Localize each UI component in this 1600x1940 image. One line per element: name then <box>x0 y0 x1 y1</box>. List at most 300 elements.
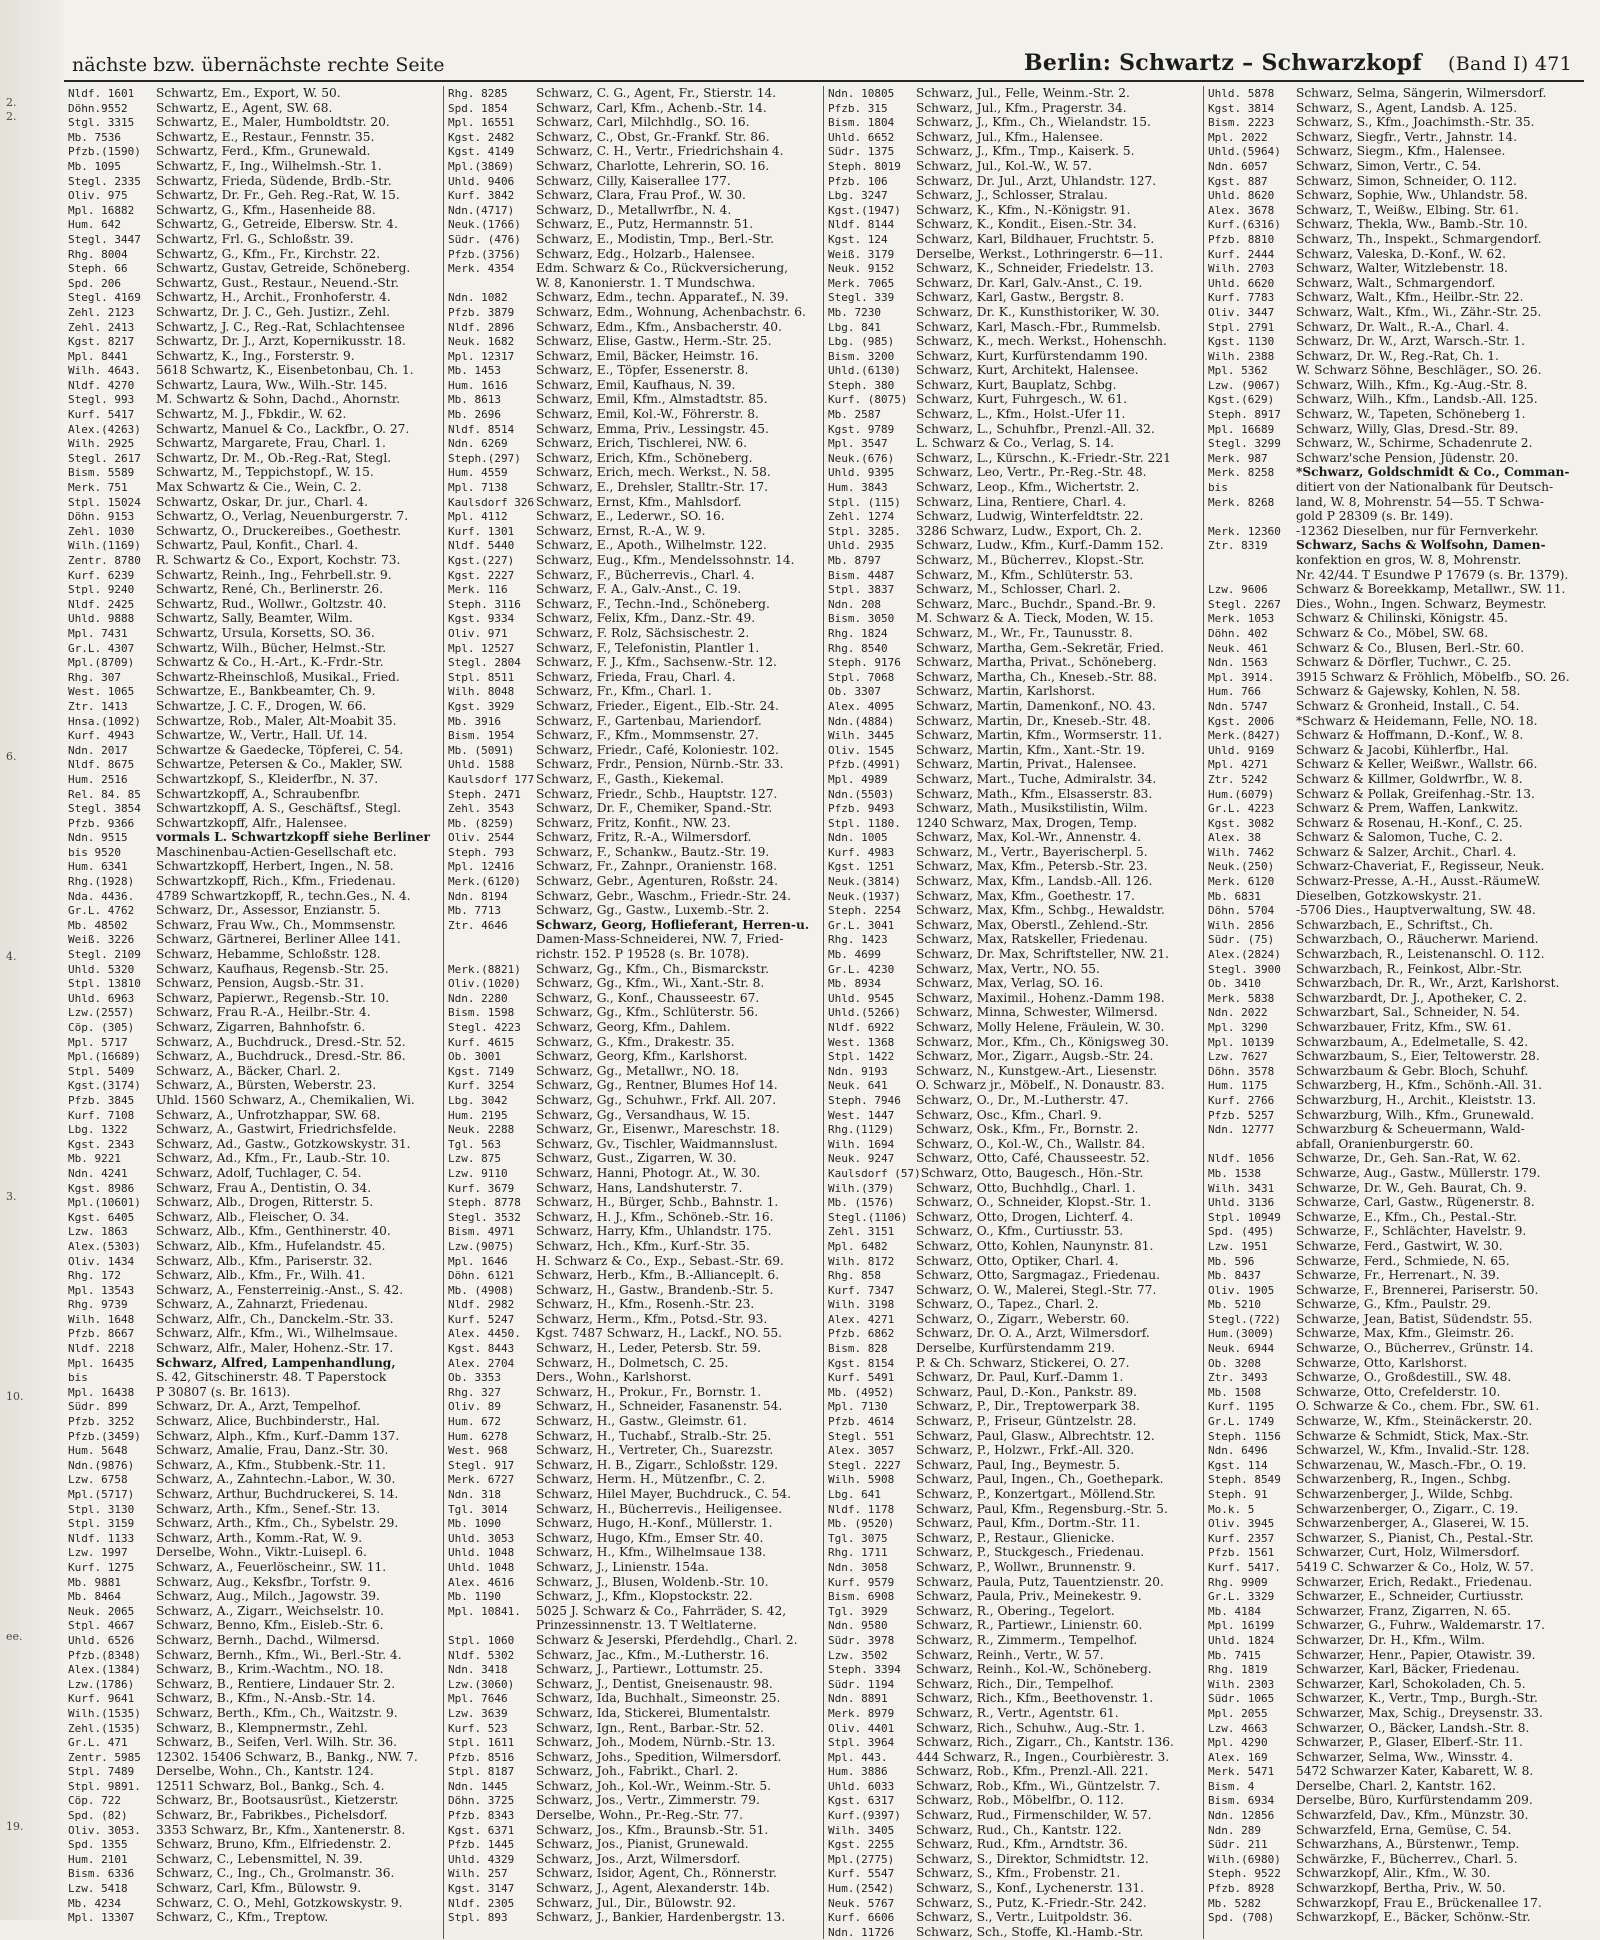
directory-entry <box>828 787 1197 802</box>
entry-text: Schwarz, Mart., Tuche, Admiralstr. 34. <box>916 771 1157 786</box>
phone-code: Rhg. 1711 <box>828 1546 888 1560</box>
entry-text: Schwarz, Georg, Hoflieferant, Herren-u. <box>536 917 810 932</box>
directory-entry <box>1208 217 1578 232</box>
entry-text: Schwartze, J. C. F., Drogen, W. 66. <box>156 698 367 713</box>
directory-entry <box>448 1472 817 1487</box>
directory-entry <box>448 232 817 247</box>
phone-code: Neuk. 9152 <box>828 262 895 276</box>
phone-code: Weiß. 3226 <box>68 933 135 947</box>
entry-text: Schwarz, O., Kfm., Curtiusstr. 53. <box>916 1224 1124 1239</box>
entry-text: Schwarz, Ernst, Kfm., Mahlsdorf. <box>536 494 742 509</box>
phone-code: Kurf. 3254 <box>448 1079 515 1093</box>
phone-code: Lzw. 4663 <box>1208 1721 1268 1735</box>
phone-code: Mb. 5210 <box>1208 1298 1261 1312</box>
directory-entry <box>448 1808 817 1823</box>
entry-text: Schwarz, B., Rentiere, Lindauer Str. 2. <box>156 1676 396 1691</box>
directory-entry <box>448 320 817 335</box>
entry-text: Schwarz, Alb., Fleischer, O. 34. <box>156 1209 350 1224</box>
phone-code: Döhn. 9153 <box>68 510 135 524</box>
directory-entry <box>828 305 1197 320</box>
phone-code: Mpl. 16435 <box>68 1356 135 1370</box>
entry-text: Schwarz, Herm., Kfm., Potsd.-Str. 93. <box>536 1311 768 1326</box>
entry-text: Schwarz, Gv., Tischler, Waidmannslust. <box>536 1136 778 1151</box>
phone-code: Stpl. 9891. <box>68 1779 141 1793</box>
phone-code: Kgst. 6405 <box>68 1210 135 1224</box>
directory-entry <box>828 495 1197 510</box>
phone-code: Wilh. 8172 <box>828 1254 895 1268</box>
phone-code: Stegl. 2109 <box>68 948 141 962</box>
entry-text: Schwarz, J., Agent, Alexanderstr. 14b. <box>536 1881 770 1896</box>
directory-entry <box>448 641 817 656</box>
entry-text: Schwarz & Killmer, Goldwrfbr., W. 8. <box>1296 771 1523 786</box>
phone-code: Stpl. 13810 <box>68 977 141 991</box>
entry-text: Schwarz, Emil, Kfm., Almstadtstr. 85. <box>536 392 768 407</box>
phone-code: Merk. 7065 <box>828 276 895 290</box>
phone-code: Nldf. 2896 <box>448 320 515 334</box>
phone-code: Kgst. 8443 <box>448 1342 515 1356</box>
phone-code: Alex. 4616 <box>448 1575 515 1589</box>
entry-text: Schwarz, Simon, Vertr., C. 54. <box>1296 158 1482 173</box>
directory-entry <box>448 1064 817 1079</box>
directory-entry <box>828 349 1197 364</box>
entry-text: Schwarz, F., Gartenbau, Mariendorf. <box>536 713 762 728</box>
entry-text: Schwarze, Ferd., Gastwirt, W. 30. <box>1296 1238 1503 1253</box>
entry-text: Schwarz, Paul, D.-Kon., Pankstr. 89. <box>916 1384 1137 1399</box>
directory-entry <box>448 465 817 480</box>
entry-text: Schwarz, Dr., Assessor, Enzianstr. 5. <box>156 903 381 918</box>
directory-entry <box>68 932 437 947</box>
directory-entry <box>1208 1429 1578 1444</box>
entry-text: Schwartz, Gustav, Getreide, Schöneberg. <box>156 261 411 276</box>
entry-text: Schwarz, Max, Kfm., Landsb.-All. 126. <box>916 874 1153 889</box>
phone-code: Mpl. 4271 <box>1208 758 1268 772</box>
phone-code: Gr.L. 1749 <box>1208 1415 1275 1429</box>
phone-code: Mpl. 7138 <box>448 481 508 495</box>
entry-text: Schwarz, Leop., Kfm., Wichertstr. 2. <box>916 480 1140 495</box>
entry-text: Schwarzburg & Scheuermann, Wald- <box>1296 1122 1525 1137</box>
directory-entry <box>1208 86 1578 101</box>
entry-text: Schwarz, Felix, Kfm., Danz.-Str. 49. <box>536 611 756 626</box>
entry-text: Schwarz, Walt., Kfm., Wi., Zähr.-Str. 25. <box>1296 304 1542 319</box>
phone-code: Mb. 7230 <box>828 305 881 319</box>
phone-code: Nldf. 1601 <box>68 87 135 100</box>
phone-code: Uhld. 6526 <box>68 1633 135 1647</box>
phone-code: Zehl. 2413 <box>68 320 135 334</box>
directory-entry <box>828 611 1197 626</box>
phone-code: Rhg. 858 <box>828 1269 881 1283</box>
entry-text: Schwarz, Kurt, Bauplatz, Schbg. <box>916 377 1117 392</box>
entry-text: Schwarz, H. J., Kfm., Schöneb.-Str. 16. <box>536 1209 774 1224</box>
entry-text: Schwarz, P., Restaur., Glienicke. <box>916 1530 1115 1545</box>
directory-entry <box>448 188 817 203</box>
directory-entry <box>1208 889 1578 904</box>
phone-code: Rhg. 1819 <box>1208 1663 1268 1677</box>
entry-text: Schwarz, Gg., Rentner, Blumes Hof 14. <box>536 1078 778 1093</box>
phone-code: Steph. 8778 <box>448 1196 521 1210</box>
phone-code: Oliv. 3053. <box>68 1823 141 1837</box>
entry-text: Schwarz, Br., Bootsausrüst., Kietzerstr. <box>156 1793 399 1808</box>
directory-entry <box>68 1210 437 1225</box>
directory-entry <box>68 1254 437 1269</box>
phone-code: Gr.L. 3041 <box>828 918 895 932</box>
directory-entry <box>828 1881 1197 1896</box>
directory-entry <box>828 1721 1197 1736</box>
directory-entry <box>68 626 437 641</box>
phone-code: Neuk. 641 <box>828 1079 888 1093</box>
phone-code: Stpl. 3964 <box>828 1736 895 1750</box>
phone-code: Kurf. 1195 <box>1208 1400 1275 1414</box>
entry-text: Schwarz, Ida, Buchhalt., Simeonstr. 25. <box>536 1691 781 1706</box>
entry-text: Schwartz, Reinh., Ing., Fehrbell.str. 9. <box>156 567 392 582</box>
entry-text: Schwarz, Gg., Schuhwr., Frkf. All. 207. <box>536 1092 777 1107</box>
phone-code: Mo.k. 5 <box>1208 1502 1255 1516</box>
entry-text: Schwarzburg, H., Archit., Kleiststr. 13. <box>1296 1092 1536 1107</box>
directory-entry <box>1208 1793 1578 1808</box>
entry-text: Schwarz & Salzer, Archit., Charl. 4. <box>1296 844 1517 859</box>
phone-code: Lzw. 1997 <box>68 1546 128 1560</box>
entry-text: Schwartze & Gaedecke, Töpferei, C. 54. <box>156 742 404 757</box>
directory-entry <box>68 743 437 758</box>
directory-entry <box>828 480 1197 495</box>
phone-code: Oliv. 3945 <box>1208 1517 1275 1531</box>
phone-code: Steph. 380 <box>828 378 895 392</box>
phone-code: Mb. 9881 <box>68 1575 121 1589</box>
directory-entry <box>68 772 437 787</box>
entry-text: Schwarz, F., Gasth., Kiekemal. <box>536 771 724 786</box>
phone-code: Mb. 7536 <box>68 130 121 144</box>
directory-entry <box>1208 407 1578 422</box>
directory-entry <box>828 1560 1197 1575</box>
directory-entry <box>1208 1779 1578 1794</box>
entry-text: Schwarz, Walter, Witzlebenstr. 18. <box>1296 261 1508 276</box>
directory-entry <box>828 1151 1197 1166</box>
entry-text: Schwartz, Gust., Restaur., Neuend.-Str. <box>156 275 399 290</box>
entry-text: 5419 C. Schwarzer & Co., Holz, W. 57. <box>1296 1559 1534 1574</box>
directory-entry <box>1208 1210 1578 1225</box>
directory-entry <box>1208 1356 1578 1371</box>
phone-code: Mb. 1508 <box>1208 1385 1261 1399</box>
directory-entry <box>1208 1399 1578 1414</box>
directory-entry <box>448 436 817 451</box>
directory-entry <box>68 1764 437 1779</box>
phone-code: Hum. 4559 <box>448 466 508 480</box>
entry-text: Schwarz, Benno, Kfm., Eisleb.-Str. 6. <box>156 1618 384 1633</box>
entry-text: Schwarzkopf, Alir., Kfm., W. 30. <box>1296 1866 1491 1881</box>
entry-text: Schwarz, Jos., Pianist, Grunewald. <box>536 1837 749 1852</box>
directory-entry <box>68 568 437 583</box>
phone-code: Spd. 1854 <box>448 101 508 115</box>
entry-text: 5618 Schwartz, K., Eisenbetonbau, Ch. 1. <box>156 363 414 378</box>
entry-text: Schwarz & Gronheid, Install., C. 54. <box>1296 698 1520 713</box>
directory-entry <box>1208 728 1578 743</box>
entry-text: Derselbe, Wohn., Ch., Kantstr. 124. <box>156 1764 374 1779</box>
phone-code: Ztr. 4646 <box>448 918 508 932</box>
entry-text: Schwarz & Dörfler, Tuchwr., C. 25. <box>1296 655 1512 670</box>
phone-code: Zehl.(1535) <box>68 1721 141 1735</box>
margin-mark: 2. <box>6 96 17 109</box>
entry-text: Schwarz, Amalie, Frau, Danz.-Str. 30. <box>156 1443 389 1458</box>
entry-text: M. Schwartz & Sohn, Dachd., Ahornstr. <box>156 392 401 407</box>
phone-code: Südr. 211 <box>1208 1838 1268 1852</box>
directory-entry <box>68 247 437 262</box>
phone-code: Uhld. 2935 <box>828 539 895 553</box>
entry-text: Schwarz, Otto, Baugesch., Hön.-Str. <box>920 1165 1144 1180</box>
directory-entry <box>68 392 437 407</box>
directory-entry <box>68 1589 437 1604</box>
directory-column-3 <box>824 86 1204 1939</box>
phone-code: Tgl. 563 <box>448 1137 501 1151</box>
phone-code: Gr.L. 4223 <box>1208 802 1275 816</box>
phone-code: Wilh. 3198 <box>828 1298 895 1312</box>
directory-entry <box>1208 1691 1578 1706</box>
phone-code: Pfzb. 3879 <box>448 305 515 319</box>
entry-text: Schwarz, E., Drehsler, Stalltr.-Str. 17. <box>536 480 769 495</box>
entry-text: Schwarz, Alb., Kfm., Genthinerstr. 40. <box>156 1224 391 1239</box>
entry-text: Schwarz, R., Obering., Tegelort. <box>916 1603 1115 1618</box>
entry-text: Schwarzer, G., Fuhrw., Waldemarstr. 17. <box>1296 1618 1545 1633</box>
entry-text: Schwarze & Schmidt, Stick, Max.-Str. <box>1296 1428 1530 1443</box>
phone-code: Uhld. 1824 <box>1208 1633 1275 1647</box>
phone-code: Hum. 642 <box>68 218 121 232</box>
phone-code: Stegl.(722) <box>1208 1312 1281 1326</box>
directory-entry <box>448 1108 817 1123</box>
entry-text: Schwarz, Edg., Holzarb., Halensee. <box>536 246 756 261</box>
entry-text: Schwarzkopf, E., Bäcker, Schönw.-Str. <box>1296 1910 1531 1925</box>
phone-code: Kurf. 2357 <box>1208 1531 1275 1545</box>
entry-text: Schwarz, Friedr., Schb., Hauptstr. 127. <box>536 786 778 801</box>
entry-text: Schwarz, H., Kfm., Wilhelmsaue 138. <box>536 1545 766 1560</box>
directory-entry <box>828 641 1197 656</box>
phone-code: Stegl. 917 <box>448 1458 515 1472</box>
directory-entry <box>1208 101 1578 116</box>
entry-text: Schwarz, C. O., Mehl, Gotzkowskystr. 9. <box>156 1895 403 1910</box>
directory-entry <box>448 1589 817 1604</box>
entry-text: -5706 Dies., Hauptverwaltung, SW. 48. <box>1296 903 1536 918</box>
phone-code: Stegl. 339 <box>828 291 895 305</box>
entry-text: Schwarz, Alb., Drogen, Ritterstr. 5. <box>156 1195 374 1210</box>
directory-entry <box>448 1326 817 1341</box>
phone-code: Merk.(8821) <box>448 962 521 976</box>
directory-entry <box>448 290 817 305</box>
directory-entry <box>448 1823 817 1838</box>
entry-text: Schwarz'sche Pension, Jüdenstr. 20. <box>1296 450 1519 465</box>
entry-text: Schwarz, Karl, Gastw., Bergstr. 8. <box>916 290 1125 305</box>
entry-text: Schwarz, D., Metallwrfbr., N. 4. <box>536 202 732 217</box>
entry-text: Schwarz, R., Zimmerm., Tempelhof. <box>916 1632 1138 1647</box>
entry-text: Schwarz, Clara, Frau Prof., W. 30. <box>536 188 746 203</box>
directory-entry <box>1208 1181 1578 1196</box>
phone-code: Mpl. 443. <box>828 1750 888 1764</box>
phone-code: Nldf. 4270 <box>68 378 135 392</box>
directory-entry <box>448 101 817 116</box>
directory-entry <box>1208 1502 1578 1517</box>
phone-code: Pfzb. 8343 <box>448 1809 515 1823</box>
entry-text: Schwarz, E., Modistin, Tmp., Berl.-Str. <box>536 231 775 246</box>
phone-code: Bism. 1804 <box>828 116 895 130</box>
phone-code: Stgl. 3315 <box>68 116 135 130</box>
directory-entry <box>1208 1910 1578 1925</box>
phone-code: Nldf. 2982 <box>448 1298 515 1312</box>
directory-entry <box>68 1020 437 1035</box>
phone-code: Alex. 4450. <box>448 1327 521 1341</box>
phone-code: Kgst. 2482 <box>448 130 515 144</box>
phone-code: Nldf. 5302 <box>448 1648 515 1662</box>
directory-entry <box>828 874 1197 889</box>
directory-entry <box>448 772 817 787</box>
directory-entry <box>828 947 1197 962</box>
directory-entry <box>68 290 437 305</box>
directory-entry <box>828 655 1197 670</box>
phone-code: Lbg. (985) <box>828 335 895 349</box>
entry-text: Schwartz, M. J., Fbkdir., W. 62. <box>156 407 347 422</box>
directory-entry <box>1208 480 1578 495</box>
directory-entry <box>1208 1078 1578 1093</box>
entry-text: Schwarze, G., Kfm., Paulstr. 29. <box>1296 1297 1492 1312</box>
directory-entry <box>448 611 817 626</box>
phone-code: Neuk. 1682 <box>448 335 515 349</box>
phone-code: Südr. 1194 <box>828 1677 895 1691</box>
phone-code: Mb. (4952) <box>828 1385 895 1399</box>
phone-code: Uhld. 5878 <box>1208 87 1275 100</box>
phone-code: Stpl. 5409 <box>68 1064 135 1078</box>
directory-entry <box>828 1224 1197 1239</box>
phone-code: Tgl. 3929 <box>828 1604 888 1618</box>
directory-entry <box>828 1312 1197 1327</box>
directory-entry <box>68 1691 437 1706</box>
entry-text: Schwarz, A., Bürsten, Weberstr. 23. <box>156 1078 377 1093</box>
entry-text: Schwarz, Max, Oberstl., Zehlend.-Str. <box>916 917 1149 932</box>
directory-entry <box>1208 305 1578 320</box>
phone-code: Stegl. 4169 <box>68 291 141 305</box>
entry-text: Schwarz, Frieder., Eigent., Elb.-Str. 24. <box>536 698 779 713</box>
entry-text: Schwarz, O., Schneider, Klopst.-Str. 1. <box>916 1195 1152 1210</box>
phone-code: Ob. 3001 <box>448 1050 501 1064</box>
entry-text: Schwarz, S., Agent, Landsb. A. 125. <box>1296 100 1518 115</box>
directory-entry <box>1208 1239 1578 1254</box>
entry-text: Schwarz, T., Weißw., Elbing. Str. 61. <box>1296 202 1519 217</box>
directory-entry <box>828 1516 1197 1531</box>
directory-entry <box>68 962 437 977</box>
phone-code: Mb. 1090 <box>448 1517 501 1531</box>
directory-entry <box>828 1370 1197 1385</box>
directory-entry <box>828 626 1197 641</box>
phone-code: Zehl. 3151 <box>828 1225 895 1239</box>
entry-text: Schwarz, W., Schirme, Schadenrute 2. <box>1296 436 1533 451</box>
phone-code: Mb. (8259) <box>448 816 515 830</box>
entry-text: Schwarz & Co., Blusen, Berl.-Str. 60. <box>1296 640 1525 655</box>
directory-entry <box>828 1662 1197 1677</box>
entry-text: Schwarz, L., Schuhfbr., Prenzl.-All. 32. <box>916 421 1155 436</box>
phone-code: Rhg. 327 <box>448 1385 501 1399</box>
directory-entry <box>1208 174 1578 189</box>
directory-entry <box>1208 1020 1578 1035</box>
directory-entry <box>1208 1341 1578 1356</box>
directory-entry <box>448 991 817 1006</box>
phone-code: Bism. 4971 <box>448 1225 515 1239</box>
directory-entry <box>68 1151 437 1166</box>
directory-entry <box>448 1283 817 1298</box>
header-reference: nächste bzw. übernächste rechte Seite <box>72 54 445 76</box>
directory-entry <box>68 582 437 597</box>
directory-entry <box>448 1764 817 1779</box>
phone-code: Uhld. 3053 <box>448 1531 515 1545</box>
directory-entry <box>828 1108 1197 1123</box>
entry-text: Schwarz, A., Zahnarzt, Friedenau. <box>156 1297 368 1312</box>
entry-text: Schwarz, Lina, Rentiere, Charl. 4. <box>916 494 1127 509</box>
phone-code: Stpl. 8511 <box>448 670 515 684</box>
phone-code: Mb. 1453 <box>448 364 501 378</box>
phone-code: Kaulsdorf 177 <box>448 772 535 786</box>
directory-entry <box>828 1531 1197 1546</box>
directory-entry <box>68 261 437 276</box>
phone-code: Steph. 7946 <box>828 1093 901 1107</box>
margin-marks <box>2 90 42 1890</box>
entry-text: Schwarz, Wilh., Kfm., Kg.-Aug.-Str. 8. <box>1296 377 1528 392</box>
entry-text: Schwartz, Frl. G., Schloßstr. 39. <box>156 231 354 246</box>
entry-text: Schwarz, Dr. F., Chemiker, Spand.-Str. <box>536 801 773 816</box>
entry-text: Schwarz, B., Klempnermstr., Zehl. <box>156 1720 368 1735</box>
entry-text: Schwarz, Alice, Buchbinderstr., Hal. <box>156 1414 380 1429</box>
phone-code: Gr.L. 471 <box>68 1736 128 1750</box>
phone-code: Mb. 596 <box>1208 1254 1255 1268</box>
directory-entry <box>68 1779 437 1794</box>
entry-text: 5472 Schwarzer Kater, Kabarett, W. 8. <box>1296 1764 1534 1779</box>
phone-code: Steph. 8549 <box>1208 1473 1281 1487</box>
page-header <box>72 36 1572 76</box>
entry-text: Schwarz, Rich., Schuhw., Aug.-Str. 1. <box>916 1720 1145 1735</box>
phone-code: Uhld. 6033 <box>828 1779 895 1793</box>
directory-entry <box>448 962 817 977</box>
entry-text: Schwarz, Hilel Mayer, Buchdruck., C. 54. <box>536 1487 792 1501</box>
directory-entry <box>448 1779 817 1794</box>
phone-code: Stegl. 3854 <box>68 802 141 816</box>
phone-code: Mb. 6831 <box>1208 889 1261 903</box>
phone-code: Gr.L. 3329 <box>1208 1590 1275 1604</box>
directory-entry <box>1208 830 1578 845</box>
directory-entry <box>1208 976 1578 991</box>
entry-text: Schwarze, O., Großdestill., SW. 48. <box>1296 1370 1512 1385</box>
entry-text: Schwarz, Emil, Kol.-W., Föhrerstr. 8. <box>536 407 759 422</box>
entry-text: Kgst. 7487 Schwarz, H., Lackf., NO. 55. <box>536 1326 783 1341</box>
phone-code: Lzw. 9606 <box>1208 583 1268 597</box>
directory-entry <box>1208 582 1578 597</box>
directory-entry <box>448 1166 817 1181</box>
entry-text: Schwarz, Kurt, Fuhrgesch., W. 61. <box>916 392 1127 407</box>
entry-text: Schwarz, F., Telefonistin, Plantler 1. <box>536 640 760 655</box>
entry-text: Schwartze, E., Bankbeamter, Ch. 9. <box>156 684 376 699</box>
phone-code: Alex.(2824) <box>1208 948 1281 962</box>
directory-entry <box>68 1399 437 1414</box>
phone-code: Mpl. 7646 <box>448 1692 508 1706</box>
directory-entry <box>828 714 1197 729</box>
directory-entry <box>1208 261 1578 276</box>
directory-entry <box>828 174 1197 189</box>
phone-code: Mpl. 6482 <box>828 1239 888 1253</box>
directory-entry <box>448 422 817 437</box>
directory-entry <box>448 874 817 889</box>
directory-entry <box>1208 845 1578 860</box>
phone-code: Pfzb.(4991) <box>828 758 901 772</box>
directory-entry <box>448 1502 817 1517</box>
phone-code: Stegl. 3447 <box>68 232 141 246</box>
entry-text: Schwarz, Osc., Kfm., Charl. 9. <box>916 1107 1102 1122</box>
phone-code: Hum. 766 <box>1208 685 1261 699</box>
directory-entry <box>1208 1487 1578 1502</box>
phone-code: Mpl. 8441 <box>68 349 128 363</box>
phone-code: Ndn. 3058 <box>828 1560 888 1574</box>
entry-text: Schwarz-Chaveriat, F., Regisseur, Neuk. <box>1296 859 1545 874</box>
directory-entry <box>1208 334 1578 349</box>
